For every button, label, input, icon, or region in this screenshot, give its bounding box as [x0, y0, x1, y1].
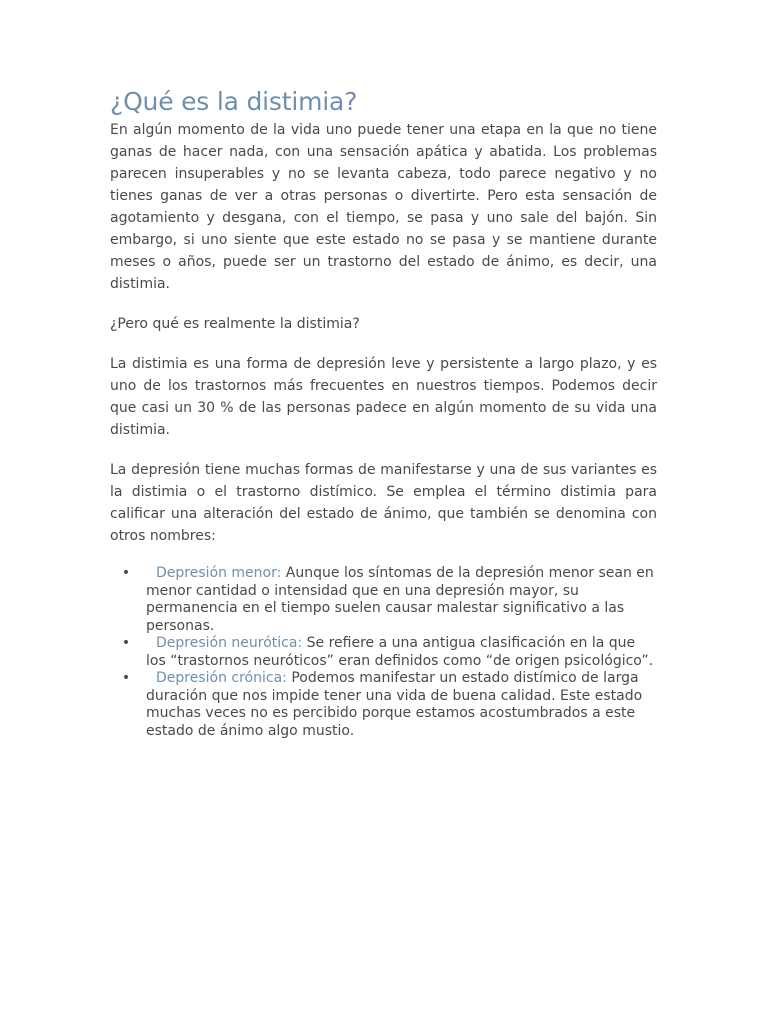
list-term: Depresión neurótica: [156, 635, 303, 651]
list-text: Se refiere a una antigua clasificación en la que los “trastornos neuróticos” eran definidos como “de origen psicológico”. [146, 635, 654, 669]
depression-types-list [110, 565, 657, 740]
bullet-icon: • [121, 635, 131, 651]
document-content [110, 86, 657, 740]
paragraph-intro: En algún momento de la vida uno puede tener una etapa en la que no tiene ganas de hacer nada, con una sensación apática y abatida. Los problemas parecen insuperables y no se levanta cabeza, todo parece negativo y no tienes ganas de ver a otras personas o divertirte. Pero esta sensación de agotamiento y desgana, con el tiempo, se pasa y uno sale del bajón. Sin embargo, si uno siente que este estado no se pasa y se mantiene durante meses o años, puede ser un trastorno del estado de ánimo, es decir, una distimia. [110, 122, 657, 292]
list-text: Aunque los síntomas de la depresión menor sean en menor cantidad o intensidad que en una depresión mayor, su permanencia en el tiempo suelen causar malestar significativo a las personas. [146, 565, 654, 634]
paragraph-definition: La distimia es una forma de depresión leve y persistente a largo plazo, y es uno de los trastornos más frecuentes en nuestros tiempos. Podemos decir que casi un 30 % de las personas padece en algún momento de su vida una distimia. [110, 356, 657, 438]
page-title: ¿Qué es la distimia? [110, 87, 358, 116]
list-item-chronic-depression [121, 670, 657, 740]
list-item-minor-depression [121, 565, 657, 635]
bullet-icon: • [121, 565, 131, 581]
list-item-neurotic-depression [121, 635, 657, 670]
list-text: Podemos manifestar un estado distímico de larga duración que nos impide tener una vida de buena calidad. Este estado muchas veces no es percibido porque estamos acostumbrados a este estado de ánimo algo mustio. [146, 670, 643, 739]
paragraph-variants: La depresión tiene muchas formas de manifestarse y una de sus variantes es la distimia o el trastorno distímico. Se emplea el término distimia para calificar una alteración del estado de ánimo, que también se denomina con otros nombres: [110, 462, 657, 544]
list-term: Depresión crónica: [156, 670, 287, 686]
paragraph-question: ¿Pero qué es realmente la distimia? [110, 316, 360, 332]
list-term: Depresión menor: [156, 565, 282, 581]
bullet-icon: • [121, 670, 131, 686]
